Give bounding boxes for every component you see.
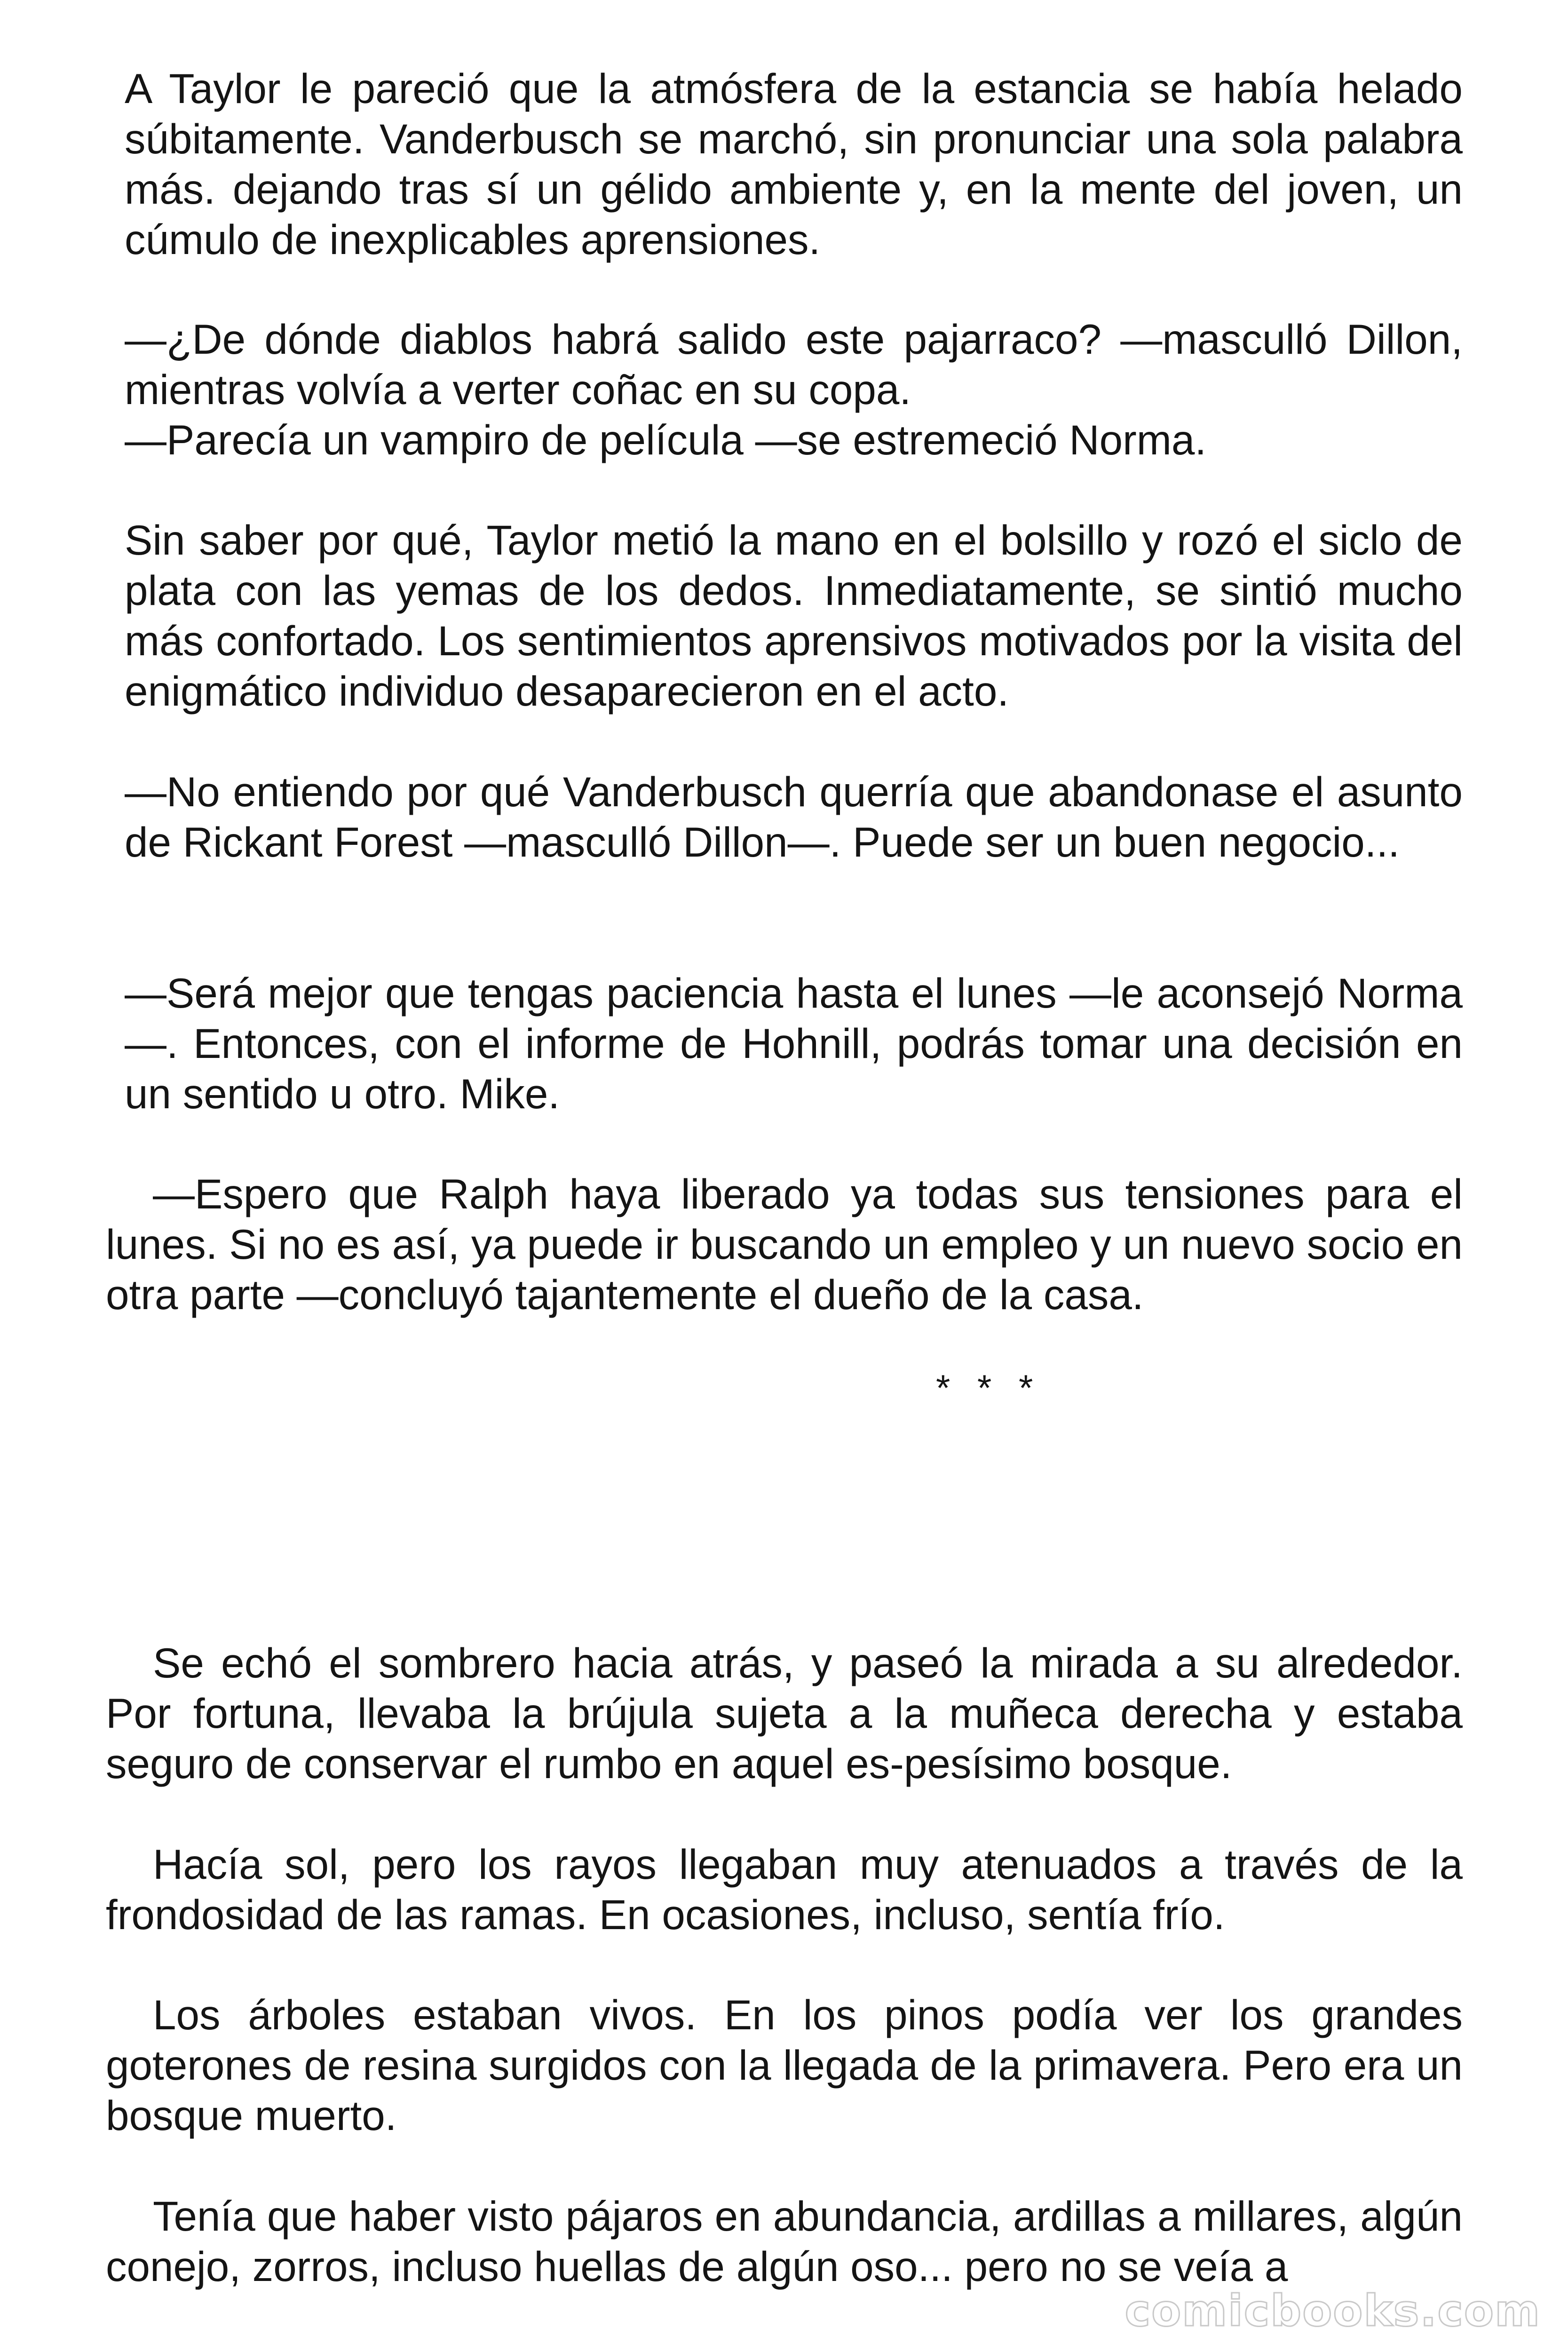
section-separator: * * * xyxy=(936,1367,1042,1408)
paragraph-11: Tenía que haber visto pájaros en abundancia, ardillas a millares, algún conejo, zorros, incluso huellas de algún oso... pero no se veía a xyxy=(106,2193,1463,2290)
paragraph-2: —¿De dónde diablos habrá salido este pajarraco? —masculló Dillon, mientras volvía a verter coñac en su copa. xyxy=(125,316,1463,413)
paragraph-6: —Será mejor que tengas paciencia hasta el lunes —le aconsejó Norma—. Entonces, con el informe de Hohnill, podrás tomar una decisión en un sentido u otro. Mike. xyxy=(125,969,1463,1117)
paragraph-10: Los árboles estaban vivos. En los pinos podía ver los grandes goterones de resina surgidos con la llegada de la primavera. Pero era un bosque muerto. xyxy=(106,1991,1463,2139)
paragraph-3: —Parecía un vampiro de película —se estremeció Norma. xyxy=(125,416,1207,463)
watermark: comicbooks.com xyxy=(1125,2286,1541,2336)
paragraph-7: —Espero que Ralph haya liberado ya todas sus tensiones para el lunes. Si no es así, ya puede ir buscando un empleo y un nuevo socio en otra parte —concluyó tajantemente el dueño de la casa. xyxy=(106,1170,1463,1318)
paragraph-1: A Taylor le pareció que la atmósfera de la estancia se había helado súbitamente. Vanderbusch se marchó, sin pronunciar una sola palabra más. dejando tras sí un gélido ambiente y, en la mente del joven, un cúmulo de inexplicables aprensiones. xyxy=(125,65,1463,263)
paragraph-5: —No entiendo por qué Vanderbusch querría que abandonase el asunto de Rickant Forest —masculló Dillon—. Puede ser un buen negocio... xyxy=(125,768,1463,866)
paragraph-4: Sin saber por qué, Taylor metió la mano en el bolsillo y rozó el siclo de plata con las yemas de los dedos. Inmediatamente, se sintió mucho más confortado. Los sentimientos aprensivos motivados por la visita del enigmático individuo desaparecieron en el acto. xyxy=(125,516,1463,715)
paragraph-8: Se echó el sombrero hacia atrás, y paseó la mirada a su alrededor. Por fortuna, llevaba la brújula sujeta a la muñeca derecha y estaba seguro de conservar el rumbo en aquel es-pesísimo bosque. xyxy=(106,1639,1463,1787)
paragraph-9: Hacía sol, pero los rayos llegaban muy atenuados a través de la frondosidad de las ramas. En ocasiones, incluso, sentía frío. xyxy=(106,1841,1463,1938)
